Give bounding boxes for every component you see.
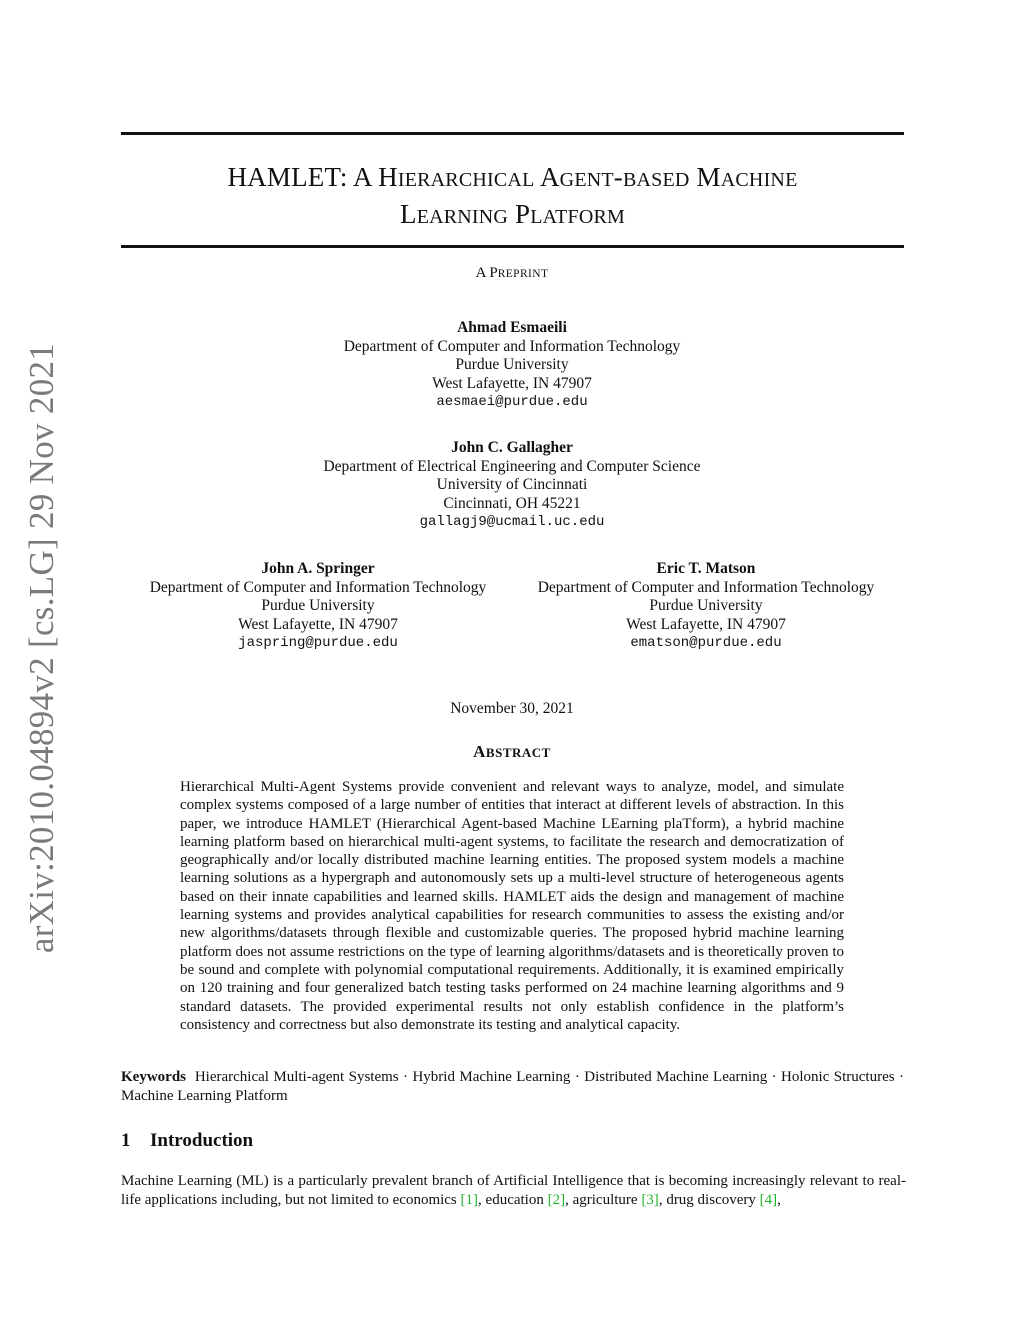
title-rule-top bbox=[121, 132, 904, 135]
citation-link[interactable]: [3] bbox=[641, 1191, 659, 1208]
author-university: University of Cincinnati bbox=[436, 476, 588, 493]
author-email: jaspring@purdue.edu bbox=[238, 635, 398, 651]
keywords-list: Hierarchical Multi-agent Systems · Hybrid Machine Learning · Distributed Machine Learning · Holonic Structures · Machine Learning Platform bbox=[121, 1069, 905, 1104]
keywords bbox=[121, 1068, 904, 1105]
author-name: Ahmad Esmaeili bbox=[457, 319, 567, 336]
author-name: Eric T. Matson bbox=[656, 560, 756, 577]
title-line-2: LEARNING PLATFORM bbox=[399, 199, 625, 229]
author-university: Purdue University bbox=[261, 597, 375, 614]
author-department: Department of Computer and Information Technology bbox=[343, 337, 681, 355]
author-email: aesmaei@purdue.edu bbox=[436, 394, 588, 410]
section-heading-introduction bbox=[121, 1130, 253, 1152]
citation-link[interactable]: [2] bbox=[547, 1191, 566, 1208]
publication-date: November 30, 2021 bbox=[450, 700, 574, 717]
section-title: Introduction bbox=[150, 1130, 254, 1151]
author-location: West Lafayette, IN 47907 bbox=[626, 615, 786, 633]
abstract-body: Hierarchical Multi-Agent Systems provide convenient and relevant ways to analyze, model, and simulate complex systems composed of a large number of entities that interact at different levels of abstraction. In this paper, we introduce HAMLET (Hierarchical Agent-based Machine LEarning plaTform), a hybrid machine learning platform based on hierarchical multi-agent systems, to facilitate the research and democratization of geographically and/or locally distributed machine learning entities. The proposed system models a machine learning solutions as a hypergraph and autonomously sets up a multi-level structure of heterogeneous agents based on their innate capabilities and learned skills. HAMLET aids the design and management of machine learning systems and provides analytical capabilities for research communities to assess the existing and/or new algorithms/datasets through flexible and customizable queries. The proposed hybrid machine learning platform does not assume restrictions on the type of learning algorithms/datasets and is theoretically proven to be sound and complete with polynomial computational requirements. Additionally, it is examined empirically on 120 training and four generalized batch testing tasks performed on 24 machine learning algorithms and 9 standard datasets. The provided experimental results not only establish confidence in the platform’s consistency and correctness but also demonstrate its testing and analytical capacity. bbox=[180, 779, 844, 1033]
citation-link[interactable]: [1] bbox=[460, 1191, 479, 1208]
author-location: West Lafayette, IN 47907 bbox=[432, 374, 592, 392]
author-block-matson bbox=[508, 560, 904, 653]
author-name: John C. Gallagher bbox=[451, 439, 573, 456]
preprint-label: A PREPRINT bbox=[475, 265, 549, 281]
title-line-1: HAMLET: A HIERARCHICAL AGENT-BASED MACHINE bbox=[227, 162, 798, 192]
author-department: Department of Computer and Information Technology bbox=[149, 578, 487, 596]
author-location: West Lafayette, IN 47907 bbox=[238, 615, 398, 633]
citation-link[interactable]: [4] bbox=[759, 1191, 778, 1208]
author-department: Department of Computer and Information Technology bbox=[537, 578, 875, 596]
abstract-heading: ABSTRACT bbox=[473, 742, 551, 761]
author-location: Cincinnati, OH 45221 bbox=[443, 494, 581, 512]
author-block-springer bbox=[120, 560, 516, 653]
title-rule-bottom bbox=[121, 245, 904, 248]
author-department: Department of Electrical Engineering and Computer Science bbox=[323, 457, 701, 475]
introduction-paragraph: Machine Learning (ML) is a particularly prevalent branch of Artificial Intelligence that is becoming increasingly relevant to real-life applications including, but not limited to economics [1], education [2], agriculture [3], drug discovery [4], bbox=[121, 1173, 906, 1208]
arxiv-stamp: arXiv:2010.04894v2 [cs.LG] 29 Nov 2021 bbox=[22, 342, 61, 954]
section-number: 1 bbox=[121, 1130, 131, 1151]
author-block-gallagher bbox=[0, 439, 1024, 532]
paper-title bbox=[121, 160, 904, 234]
author-university: Purdue University bbox=[649, 597, 763, 614]
author-university: Purdue University bbox=[455, 356, 569, 373]
author-name: John A. Springer bbox=[261, 560, 375, 577]
author-block-esmaeili bbox=[0, 319, 1024, 412]
author-email: gallagj9@ucmail.uc.edu bbox=[419, 514, 605, 530]
author-email: ematson@purdue.edu bbox=[630, 635, 782, 651]
keywords-label: Keywords bbox=[121, 1069, 186, 1085]
